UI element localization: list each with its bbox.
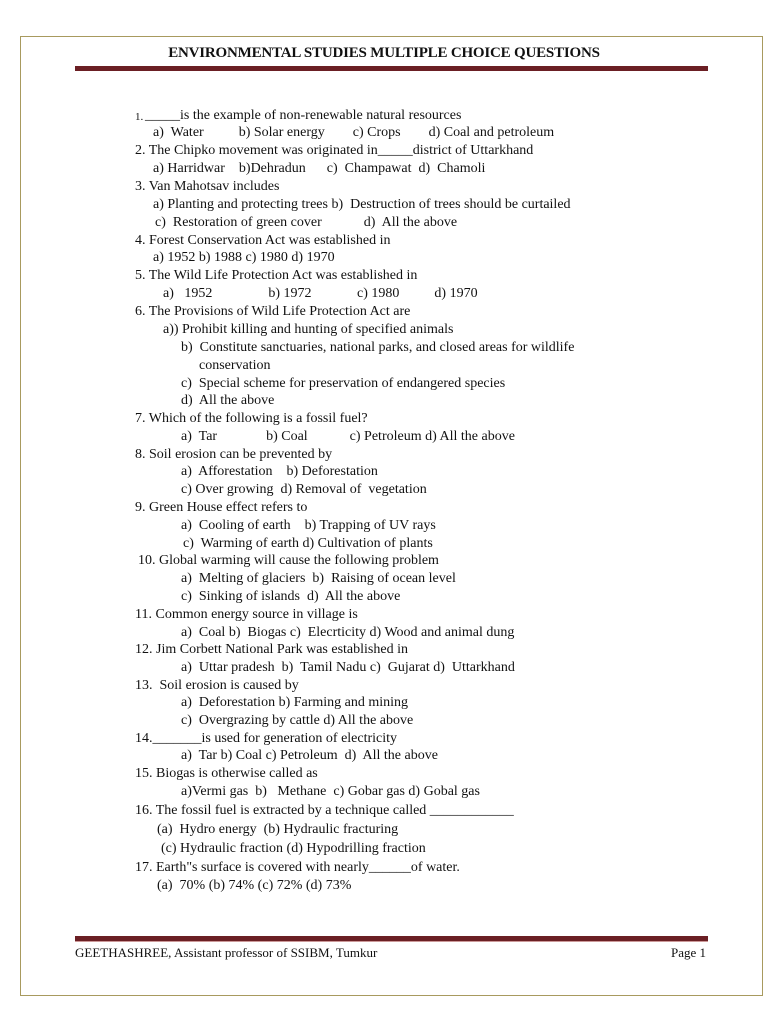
question-line: a) Afforestation b) Deforestation (181, 464, 378, 479)
question-line: (a) 70% (b) 74% (c) 72% (d) 73% (157, 878, 352, 893)
footer-author: GEETHASHREE, Assistant professor of SSIBM, Tumkur (75, 945, 378, 960)
question-line: 14._______is used for generation of electricity (135, 731, 398, 746)
question-line: a) Deforestation b) Farming and mining (181, 695, 409, 710)
question-line: 3. Van Mahotsav includes (135, 179, 280, 194)
question-line: a)) Prohibit killing and hunting of specified animals (163, 322, 454, 337)
question-line: a) Tar b) Coal c) Petroleum d) All the above (181, 429, 515, 444)
question-line: 17. Earth"s surface is covered with nearly______of water. (135, 860, 460, 875)
question-line: a) Tar b) Coal c) Petroleum d) All the above (181, 748, 438, 763)
page-title: ENVIRONMENTAL STUDIES MULTIPLE CHOICE QUESTIONS (168, 45, 600, 61)
question-line: c) Special scheme for preservation of endangered species (181, 376, 506, 391)
question-line: c) Overgrazing by cattle d) All the above (181, 713, 414, 728)
question-line: c) Warming of earth d) Cultivation of plants (183, 536, 433, 551)
question-line: a)Vermi gas b) Methane c) Gobar gas d) Gobal gas (181, 784, 480, 799)
question-line: b) Constitute sanctuaries, national parks, and closed areas for wildlife (181, 340, 575, 355)
question-line: a) Planting and protecting trees b) Destruction of trees should be curtailed (153, 197, 571, 212)
question-line: a) Melting of glaciers b) Raising of ocean level (181, 571, 456, 586)
question-line: (a) Hydro energy (b) Hydraulic fracturing (157, 822, 399, 837)
question-line: (c) Hydraulic fraction (d) Hypodrilling fraction (161, 841, 426, 856)
question-line: d) All the above (181, 393, 275, 408)
question-line: 9. Green House effect refers to (135, 500, 308, 515)
question-line: a) Harridwar b)Dehradun c) Champawat d) Chamoli (153, 161, 486, 176)
question-line: a) 1952 b) 1988 c) 1980 d) 1970 (153, 250, 335, 265)
question-line: 1. (135, 111, 144, 123)
question-line: a) Cooling of earth b) Trapping of UV rays (181, 518, 436, 533)
question-line: 8. Soil erosion can be prevented by (135, 447, 333, 462)
header-rule (75, 66, 708, 71)
question-line: 6. The Provisions of Wild Life Protection Act are (135, 304, 411, 319)
question-line: a) Uttar pradesh b) Tamil Nadu c) Gujarat d) Uttarkhand (181, 660, 515, 675)
question-line: a) 1952 b) 1972 c) 1980 d) 1970 (163, 286, 478, 301)
question-line: conservation (199, 358, 271, 373)
question-line: c) Restoration of green cover d) All the above (155, 215, 458, 230)
question-line: c) Over growing d) Removal of vegetation (181, 482, 427, 497)
footer-rule (75, 936, 708, 942)
question-line: 7. Which of the following is a fossil fuel? (135, 411, 368, 426)
footer-page-number: Page 1 (670, 945, 706, 960)
question-line: c) Sinking of islands d) All the above (181, 589, 401, 604)
question-line: 11. Common energy source in village is (135, 607, 358, 622)
question-line: _____is the example of non-renewable natural resources (145, 108, 462, 123)
question-line: 4. Forest Conservation Act was established in (135, 233, 391, 248)
question-line: a) Water b) Solar energy c) Crops d) Coal and petroleum (153, 125, 555, 140)
question-line: 16. The fossil fuel is extracted by a technique called ____________ (135, 803, 514, 818)
question-line: a) Coal b) Biogas c) Elecrticity d) Wood and animal dung (181, 625, 515, 640)
question-line: 12. Jim Corbett National Park was established in (135, 642, 408, 657)
question-line: 5. The Wild Life Protection Act was established in (135, 268, 418, 283)
question-line: 2. The Chipko movement was originated in_____district of Uttarkhand (135, 143, 534, 158)
question-line: 10. Global warming will cause the following problem (138, 553, 439, 568)
question-line: 13. Soil erosion is caused by (135, 678, 299, 693)
question-line: 15. Biogas is otherwise called as (135, 766, 318, 781)
